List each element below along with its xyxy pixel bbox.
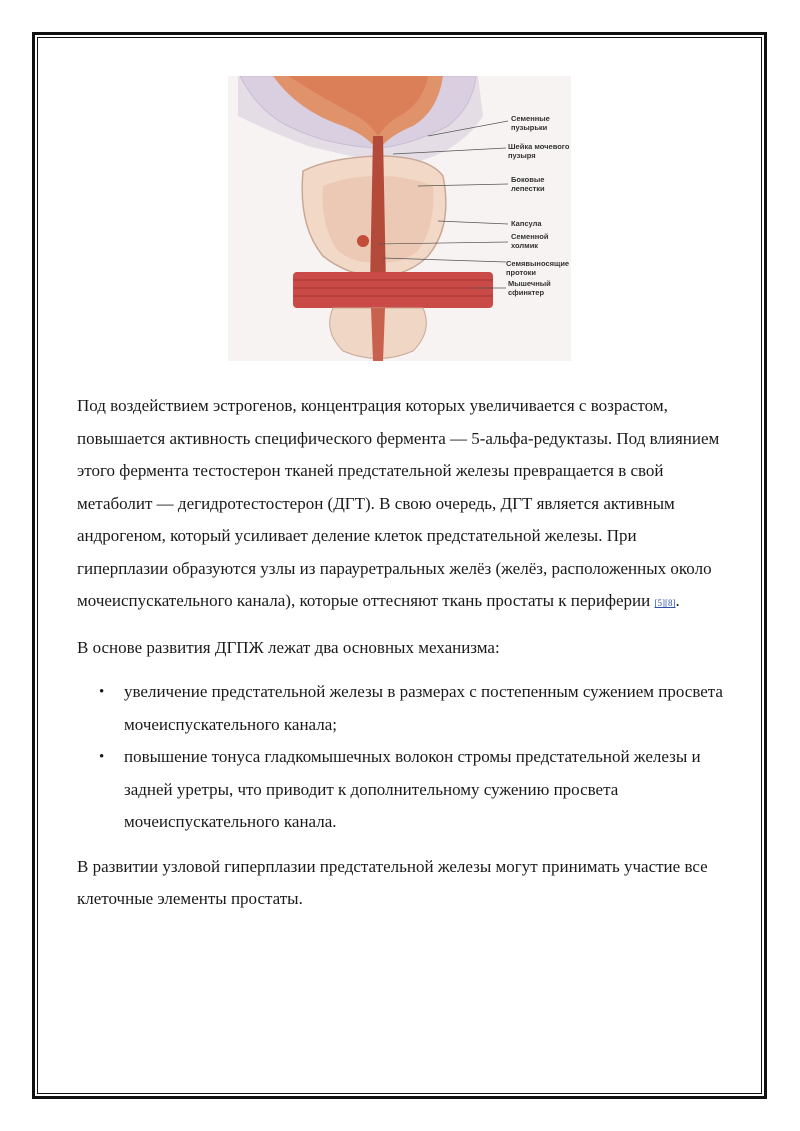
list-item-text: повышение тонуса гладкомышечных волокон стромы предстательной железы и задней уретры, что приводит к дополнительному сужению просвета мочеиспускательного канала.: [124, 747, 701, 831]
figure-label: Капсула: [511, 219, 542, 228]
document-body: [77, 390, 727, 928]
figure-label: Семенные: [511, 114, 550, 123]
figure-label: пузырьки: [511, 123, 548, 132]
figure-label: Мышечный: [508, 279, 551, 288]
figure-label: Семенной: [511, 232, 549, 241]
figure-label: Семявыносящие: [506, 259, 570, 268]
figure-label: сфинктер: [508, 288, 545, 297]
bullet-icon: •: [99, 684, 105, 700]
figure-label: пузыря: [508, 151, 536, 160]
paragraph-end: .: [675, 591, 680, 610]
reference-link[interactable]: [5][8]: [654, 598, 676, 608]
prostate-anatomy-figure: [228, 76, 571, 361]
paragraph-conclusion: В развитии узловой гиперплазии предстательной железы могут принимать участие все клеточные элементы простаты.: [77, 856, 708, 908]
paragraph-text: Под воздействием эстрогенов, концентрация которых увеличивается с возрастом, повышается активность специфического фермента — 5-альфа-редуктазы. Под влиянием этого фермента тестостерон тканей предстательной железы превращается в свой метаболит — дегидротестостерон (ДГТ). В свою очередь, ДГТ является активным андрогеном, который усиливает деление клеток предстательной железы. При гиперплазии образуются узлы из парауретральных желёз (желёз, расположенных около мочеиспускательного канала), которые оттесняют ткань простаты к периферии: [77, 396, 720, 610]
mechanisms-list: [77, 676, 727, 839]
figure-label: холмик: [511, 241, 539, 250]
figure-label: Шейка мочевого: [508, 142, 570, 151]
list-item: [77, 676, 727, 741]
bullet-icon: •: [99, 749, 105, 765]
figure-label: протоки: [506, 268, 537, 277]
list-item-text: увеличение предстательной железы в размерах с постепенным сужением просвета мочеиспускательного канала;: [124, 682, 723, 734]
paragraph-mechanisms-lead: В основе развития ДГПЖ лежат два основных механизма:: [77, 637, 500, 657]
figure-label: лепестки: [511, 184, 545, 193]
list-item: [77, 741, 727, 839]
paragraph-mechanism-intro: [77, 390, 727, 620]
figure-label: Боковые: [511, 175, 545, 184]
